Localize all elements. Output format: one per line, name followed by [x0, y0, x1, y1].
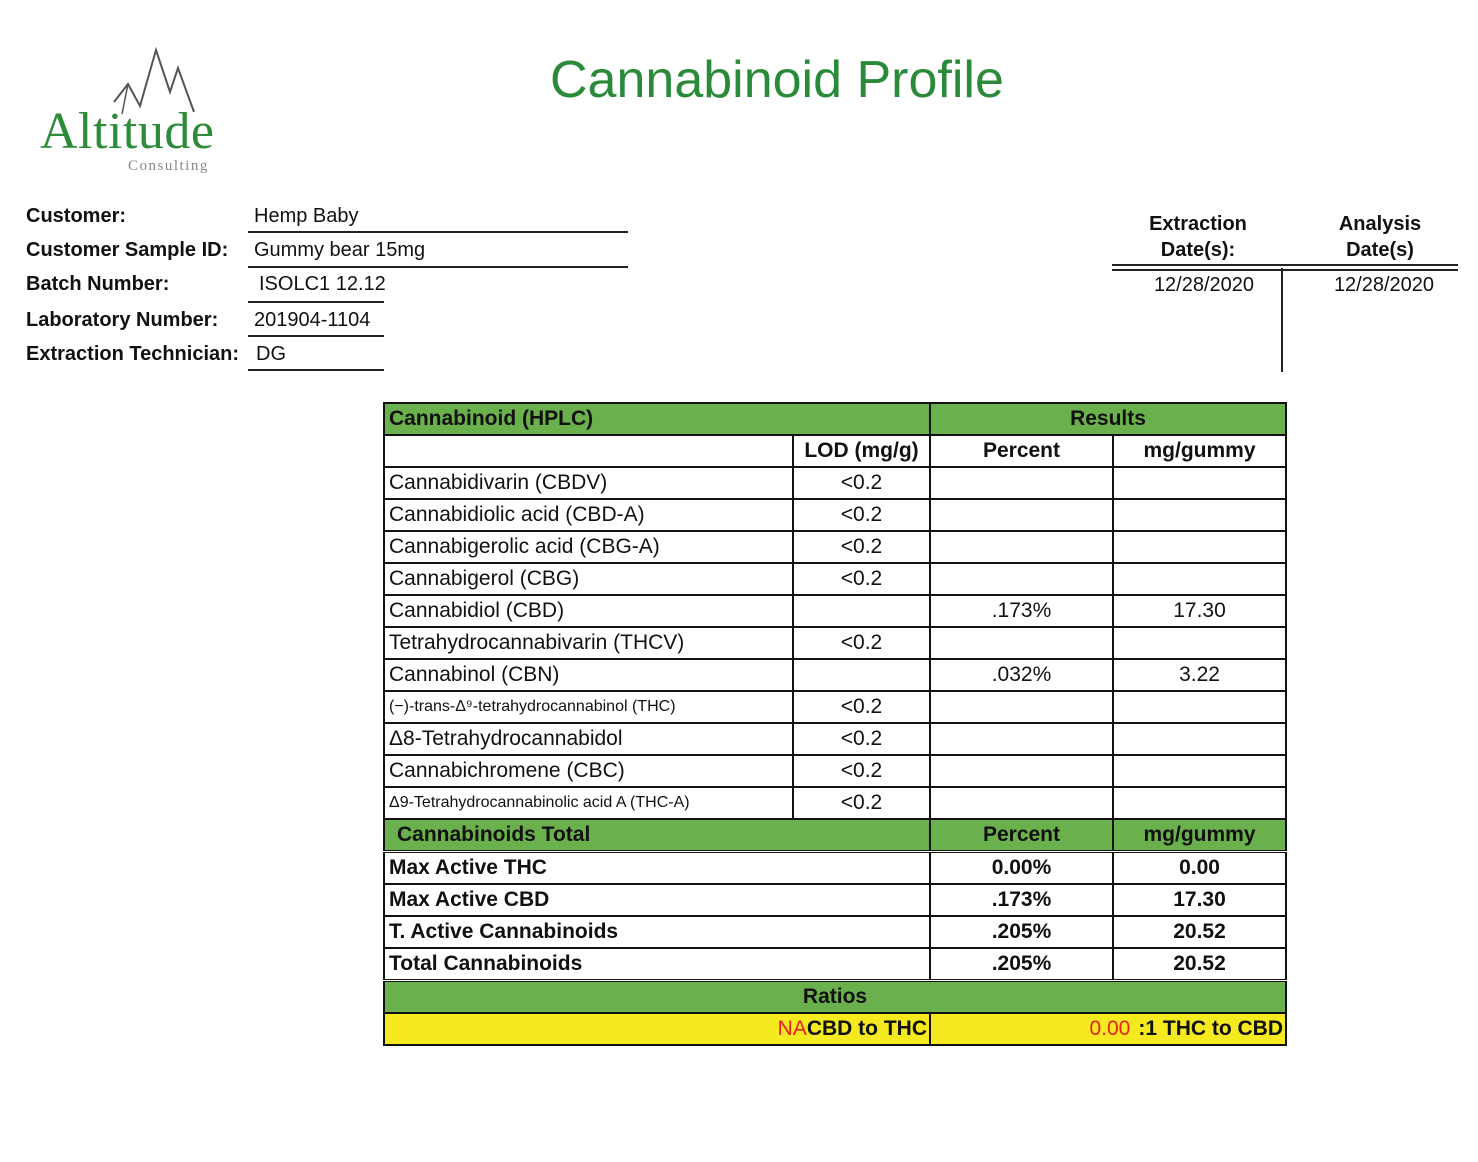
- table-row: [384, 627, 1286, 659]
- percent-value: [930, 563, 1113, 595]
- totals-row: [384, 852, 1286, 885]
- table-row: [384, 755, 1286, 787]
- ratio-thc-to-cbd-label: :1 THC to CBD: [1138, 1017, 1284, 1040]
- technician-label: Extraction Technician:: [26, 343, 240, 365]
- total-percent: 0.00%: [930, 852, 1113, 885]
- totals-percent-header: Percent: [930, 819, 1113, 852]
- totals-mg-header: mg/gummy: [1113, 819, 1286, 852]
- total-name: Max Active CBD: [384, 884, 930, 916]
- sample-id-underline: [248, 266, 628, 268]
- extraction-date-header: [1118, 211, 1278, 263]
- analysis-date-header: [1300, 211, 1460, 263]
- cannabinoid-name: Δ8-Tetrahydrocannabidol: [384, 723, 793, 755]
- page-title: Cannabinoid Profile: [550, 51, 1004, 109]
- mg-value: [1113, 467, 1286, 499]
- percent-value: [930, 691, 1113, 723]
- header-results: Results: [930, 403, 1286, 435]
- table-row: [384, 531, 1286, 563]
- extraction-date-header-line2: Date(s):: [1160, 239, 1236, 261]
- lod-value: [793, 659, 930, 691]
- column-header-percent: Percent: [930, 435, 1113, 467]
- lod-value: <0.2: [793, 563, 930, 595]
- mg-value: 17.30: [1113, 595, 1286, 627]
- totals-row: [384, 948, 1286, 981]
- ratios-header: Ratios: [384, 981, 1286, 1014]
- mg-value: [1113, 627, 1286, 659]
- mg-value: [1113, 787, 1286, 819]
- logo-subtitle: Consulting: [128, 158, 209, 174]
- lod-value: <0.2: [793, 723, 930, 755]
- mg-value: [1113, 755, 1286, 787]
- totals-header-row: [384, 819, 1286, 852]
- customer-underline: [248, 231, 628, 233]
- analysis-date-header-line1: Analysis: [1338, 213, 1422, 235]
- technician-underline: [248, 369, 384, 371]
- extraction-date-header-line1: Extraction: [1149, 213, 1247, 235]
- ratios-row: [384, 1013, 1286, 1045]
- analysis-date-header-line2: Date(s): [1346, 239, 1414, 261]
- column-header-row: [384, 435, 1286, 467]
- sample-id-value: Gummy bear 15mg: [254, 239, 426, 261]
- totals-row: [384, 916, 1286, 948]
- lod-value: <0.2: [793, 467, 930, 499]
- batch-underline: [248, 301, 384, 303]
- table-row: [384, 595, 1286, 627]
- percent-value: [930, 723, 1113, 755]
- mg-value: [1113, 563, 1286, 595]
- lod-value: <0.2: [793, 787, 930, 819]
- percent-value: [930, 467, 1113, 499]
- totals-header: Cannabinoids Total: [384, 819, 930, 852]
- percent-value: [930, 787, 1113, 819]
- total-mg: 0.00: [1113, 852, 1286, 885]
- table-header-row: [384, 403, 1286, 435]
- table-row: [384, 691, 1286, 723]
- percent-value: [930, 627, 1113, 659]
- lab-number-value: 201904-1104: [254, 309, 371, 331]
- mg-value: [1113, 691, 1286, 723]
- ratio-cbd-to-thc-value: NA: [777, 1017, 807, 1040]
- percent-value: [930, 755, 1113, 787]
- lod-value: <0.2: [793, 531, 930, 563]
- column-header-lod: LOD (mg/g): [793, 435, 930, 467]
- cannabinoid-name: Tetrahydrocannabivarin (THCV): [384, 627, 793, 659]
- dates-header-rule: [1112, 264, 1458, 271]
- customer-label: Customer:: [26, 205, 127, 227]
- cannabinoid-name: Cannabichromene (CBC): [384, 755, 793, 787]
- cannabinoid-results-table: [383, 402, 1287, 1046]
- ratio-thc-to-cbd: [930, 1013, 1286, 1045]
- ratio-thc-to-cbd-value: 0.00: [1089, 1017, 1131, 1040]
- total-percent: .173%: [930, 884, 1113, 916]
- table-row: [384, 563, 1286, 595]
- cannabinoid-name: (−)-trans-Δ⁹-tetrahydrocannabinol (THC): [384, 691, 793, 723]
- ratio-cbd-to-thc: [384, 1013, 930, 1045]
- cannabinoid-name: Cannabidivarin (CBDV): [384, 467, 793, 499]
- batch-value: ISOLC1 12.12: [259, 273, 386, 295]
- customer-value: Hemp Baby: [254, 205, 359, 227]
- percent-value: [930, 499, 1113, 531]
- total-name: Total Cannabinoids: [384, 948, 930, 981]
- table-row: [384, 787, 1286, 819]
- batch-label: Batch Number:: [26, 273, 170, 295]
- total-name: T. Active Cannabinoids: [384, 916, 930, 948]
- percent-value: .032%: [930, 659, 1113, 691]
- cannabinoid-name: Cannabigerolic acid (CBG-A): [384, 531, 793, 563]
- cannabinoid-name: Δ9-Tetrahydrocannabinolic acid A (THC-A): [384, 787, 793, 819]
- lab-number-label: Laboratory Number:: [26, 309, 219, 331]
- logo-wordmark: Altitude: [40, 103, 215, 160]
- table-row: [384, 659, 1286, 691]
- lod-value: <0.2: [793, 627, 930, 659]
- column-header-name: [384, 435, 793, 467]
- cannabinoid-name: Cannabigerol (CBG): [384, 563, 793, 595]
- mg-value: [1113, 531, 1286, 563]
- ratios-header-row: [384, 981, 1286, 1014]
- percent-value: [930, 531, 1113, 563]
- total-percent: .205%: [930, 916, 1113, 948]
- totals-row: [384, 884, 1286, 916]
- cannabinoid-name: Cannabidiolic acid (CBD-A): [384, 499, 793, 531]
- lod-value: <0.2: [793, 691, 930, 723]
- total-mg: 17.30: [1113, 884, 1286, 916]
- technician-value: DG: [256, 343, 286, 365]
- percent-value: .173%: [930, 595, 1113, 627]
- total-mg: 20.52: [1113, 916, 1286, 948]
- table-row: [384, 723, 1286, 755]
- mg-value: [1113, 499, 1286, 531]
- total-name: Max Active THC: [384, 852, 930, 885]
- ratio-cbd-to-thc-label: CBD to THC: [806, 1017, 927, 1040]
- mg-value: [1113, 723, 1286, 755]
- sample-id-label: Customer Sample ID:: [26, 239, 229, 261]
- cannabinoid-name: Cannabinol (CBN): [384, 659, 793, 691]
- cannabinoid-name: Cannabidiol (CBD): [384, 595, 793, 627]
- total-percent: .205%: [930, 948, 1113, 981]
- extraction-date-value: 12/28/2020: [1153, 274, 1255, 296]
- table-row: [384, 499, 1286, 531]
- lod-value: [793, 595, 930, 627]
- mg-value: 3.22: [1113, 659, 1286, 691]
- table-row: [384, 467, 1286, 499]
- total-mg: 20.52: [1113, 948, 1286, 981]
- lab-number-underline: [248, 335, 384, 337]
- lod-value: <0.2: [793, 499, 930, 531]
- lod-value: <0.2: [793, 755, 930, 787]
- header-cannabinoid: Cannabinoid (HPLC): [384, 403, 930, 435]
- column-header-mg: mg/gummy: [1113, 435, 1286, 467]
- analysis-date-value: 12/28/2020: [1333, 274, 1435, 296]
